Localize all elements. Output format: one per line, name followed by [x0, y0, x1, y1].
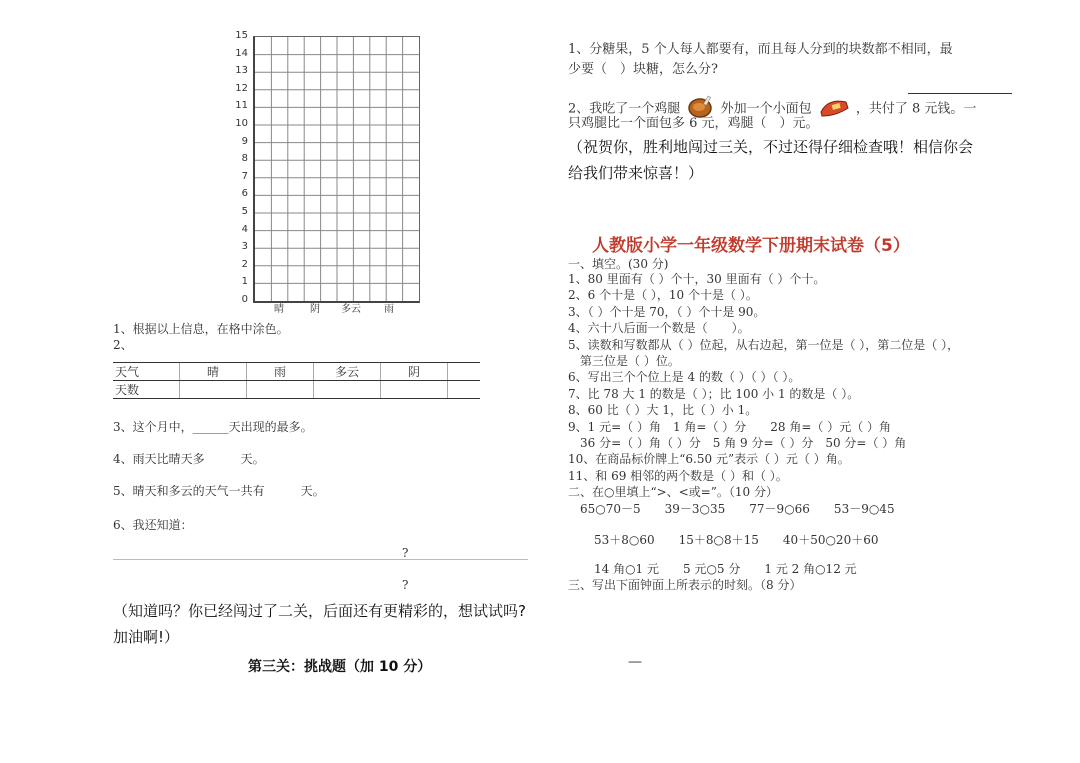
question-2: 2、 [113, 338, 133, 352]
page-number: — [628, 654, 642, 670]
fill-in-item: 3、（ ）个十是 70，（ ）个十是 90。 [568, 304, 766, 319]
weather-bar-grid [253, 36, 420, 303]
weather-table [113, 362, 480, 399]
question-5: 5、晴天和多云的天气一共有 天。 [113, 484, 325, 498]
y-tick: 5 [241, 206, 248, 217]
question-3: 3、这个月中，______天出现的最多。 [113, 420, 313, 434]
section-3-heading: 三、写出下面钟面上所表示的时刻。（8 分） [568, 578, 802, 592]
y-tick: 13 [235, 65, 248, 77]
puzzle-2-line-2: 只鸡腿比一个面包多 6 元，鸡腿（ ）元。 [568, 116, 819, 131]
fill-in-item: 9、1 元=（ ）角 1 角=（ ）分 28 角=（ ）元（ ）角 [568, 419, 892, 434]
congrats-line-2: 给我们带来惊喜！） [568, 164, 704, 182]
answer-line [908, 93, 1012, 94]
section-1-heading: 一、填空。(30 分) [568, 257, 669, 271]
question-6: 6、我还知道： [113, 518, 193, 532]
section-2-heading: 二、在○里填上“>、<或=”。（10 分） [568, 485, 778, 499]
fill-in-item: 第三位是（ ）位。 [568, 354, 680, 368]
fill-in-item: 7、比 78 大 1 的数是（ ）；比 100 小 1 的数是（ ）。 [568, 386, 860, 401]
x-label-cloudy: 阴 [310, 304, 320, 315]
compare-row-1: 65○70－5 39－3○35 77－9○66 53－9○45 [580, 502, 895, 516]
section-3-title: 第三关：挑战题（加 10 分） [248, 659, 432, 675]
table-cell [314, 381, 381, 399]
table-cell [381, 381, 448, 399]
fill-in-item: 11、和 69 相邻的两个数是（ ）和（ ）。 [568, 468, 788, 483]
puzzle-2-part-1: 2、我吃了一个鸡腿 [568, 101, 681, 117]
table-header: 雨 [247, 363, 314, 381]
y-tick: 1 [241, 276, 248, 288]
fill-in-item: 36 分=（ ）角（ ）分 5 角 9 分=（ ）分 50 分=（ ）角 [568, 436, 907, 450]
fill-in-item: 5、读数和写数都从（ ）位起，从右边起，第一位是（ ），第二位是（ ）， [568, 337, 960, 352]
puzzle-2-part-2: 外加一个小面包 [720, 101, 812, 117]
y-tick: 4 [241, 223, 248, 235]
question-1: 1、根据以上信息，在格中涂色。 [113, 322, 289, 336]
y-tick: 7 [241, 170, 248, 182]
x-label-sunny: 晴 [274, 304, 284, 315]
table-header: 多云 [314, 363, 381, 381]
y-tick: 0 [241, 294, 248, 305]
fill-in-item: 8、60 比（ ）大 1，比（ ）小 1。 [568, 403, 758, 418]
table-header: 天气 [113, 363, 180, 381]
y-tick: 2 [241, 258, 248, 270]
congrats-line-1: （祝贺你，胜利地闯过三关，不过还得仔细检查哦！相信你会 [568, 138, 974, 156]
y-tick: 6 [241, 188, 248, 200]
table-row-label: 天数 [113, 381, 180, 399]
x-label-rain: 雨 [384, 304, 394, 315]
y-tick: 10 [235, 118, 248, 129]
question-mark: ? [402, 546, 409, 560]
question-mark: ? [402, 578, 409, 592]
encourage-text-2: 加油啊!） [113, 628, 180, 646]
x-label-partly-cloudy: 多云 [341, 304, 361, 315]
exam-title: 人教版小学一年级数学下册期末试卷（5） [592, 236, 910, 256]
y-tick: 3 [241, 241, 248, 253]
answer-line [113, 559, 528, 560]
fill-in-item: 2、6 个十是（ ），10 个十是（ ）。 [568, 288, 758, 303]
fill-in-item: 10、在商品标价牌上“6.50 元”表示（ ）元（ ）角。 [568, 452, 850, 467]
fill-in-item: 6、写出三个个位上是 4 的数（ ）（ ）（ ）。 [568, 370, 801, 385]
question-4: 4、雨天比晴天多 天。 [113, 452, 265, 466]
compare-row-3: 14 角○1 元 5 元○5 分 1 元 2 角○12 元 [594, 562, 857, 576]
y-tick: 9 [241, 135, 248, 147]
y-tick: 12 [235, 82, 248, 94]
table-header: 阴 [381, 363, 448, 381]
encourage-text: （知道吗？你已经闯过了二关，后面还有更精彩的，想试试吗? [113, 602, 526, 620]
puzzle-2-part-3: ，共付了 8 元钱。一 [855, 101, 977, 117]
fill-in-item: 4、六十八后面一个数是（ ）。 [568, 321, 750, 336]
y-tick: 8 [241, 153, 248, 165]
puzzle-1-line-2: 少要（ ）块糖，怎么分? [568, 62, 718, 77]
bread-icon [818, 96, 850, 122]
fill-in-item: 1、80 里面有（ ）个十，30 里面有（ ）个十。 [568, 272, 826, 286]
grid-lines [255, 37, 419, 301]
table-cell [247, 381, 314, 399]
y-tick: 15 [235, 30, 248, 41]
puzzle-1-line-1: 1、分糖果，5 个人每人都要有，而且每人分到的块数都不相同，最 [568, 42, 953, 57]
y-tick: 14 [235, 47, 248, 59]
compare-row-2: 53＋8○60 15＋8○8＋15 40＋50○20＋60 [594, 533, 879, 547]
table-header: 晴 [180, 363, 247, 381]
table-cell [180, 381, 247, 399]
y-tick: 11 [235, 100, 248, 112]
